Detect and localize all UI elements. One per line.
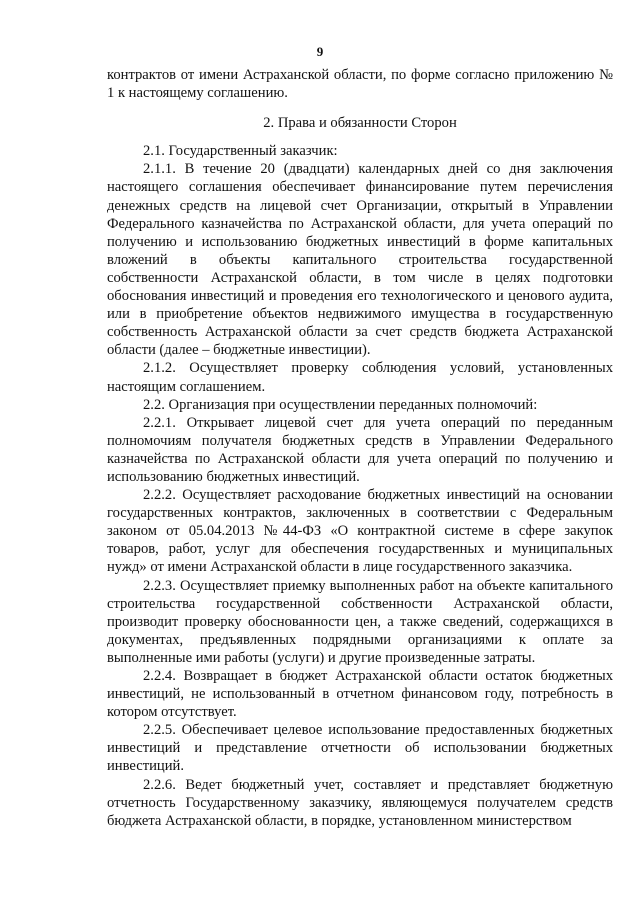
section-heading: 2. Права и обязанности Сторон xyxy=(263,115,457,132)
paragraph-2-2-4: 2.2.4. Возвращает в бюджет Астраханской области остаток бюджетных инвестиций, не использованный в отчетном финансовом году, потребность в котором отсутствует. xyxy=(107,668,613,721)
paragraph-2-2-2: 2.2.2. Осуществляет расходование бюджетных инвестиций на основании государственных контрактов, заключенных в соответствии с Федеральным законом от 05.04.2013 №44-ФЗ «О контрактной системе в сфере закупок товаров, работ, услуг для обеспечения государственных и муниципальных нужд» от имени Астраханской области в лице государственного заказчика. xyxy=(107,487,613,576)
paragraph-2-2-6: 2.2.6. Ведет бюджетный учет, составляет и представляет бюджетную отчетность Государственному заказчику, являющемуся получателем средств бюджета Астраханской области, в порядке, установленном министерством xyxy=(107,776,613,829)
paragraph-2-2-5: 2.2.5. Обеспечивает целевое использование предоставленных бюджетных инвестиций и представление отчетности об использовании бюджетных инвестиций. xyxy=(107,722,613,775)
document-body xyxy=(107,66,613,830)
paragraph-2-1-2: 2.1.2. Осуществляет проверку соблюдения условий, установленных настоящим соглашением. xyxy=(107,360,613,395)
paragraph-2-2-3: 2.2.3. Осуществляет приемку выполненных работ на объекте капитального строительства государственной собственности Астраханской области, производит проверку обоснованности цен, а также сведений, содержащихся в документах, предъявленных подрядными организациями к оплате за выполненные ими работы (услуги) и другие произведенные затраты. xyxy=(107,577,613,666)
opening-paragraph: контрактов от имени Астраханской области, по форме согласно приложению № 1 к настоящему соглашению. xyxy=(107,67,613,102)
paragraph-2-2: 2.2. Организация при осуществлении переданных полномочий: xyxy=(143,396,538,413)
paragraph-2-1-1: 2.1.1. В течение 20 (двадцати) календарных дней со дня заключения настоящего соглашения обеспечивает финансирование путем перечисления денежных средств на лицевой счет Организации, открытый в Управлении Федерального казначейства по Астраханской области, для учета операций по получению и использованию бюджетных инвестиций в форме капитальных вложений в объекты капитального строительства государственной собственности Астраханской области, в том числе в целях подготовки обоснования инвестиций и проведения его технологического и ценового аудита, или в приобретение объектов недвижимого имущества в государственную собственность Астраханской области за счет средств бюджета Астраханской области (далее – бюджетные инвестиции). xyxy=(107,161,613,359)
page-number: 9 xyxy=(316,44,324,59)
paragraph-2-1: 2.1. Государственный заказчик: xyxy=(143,143,338,160)
paragraph-2-2-1: 2.2.1. Открывает лицевой счет для учета операций по переданным полномочиям получателя бюджетных средств в Управлении Федерального казначейства по Астраханской области для учета операций по получению и использованию бюджетных инвестиций. xyxy=(107,414,613,485)
